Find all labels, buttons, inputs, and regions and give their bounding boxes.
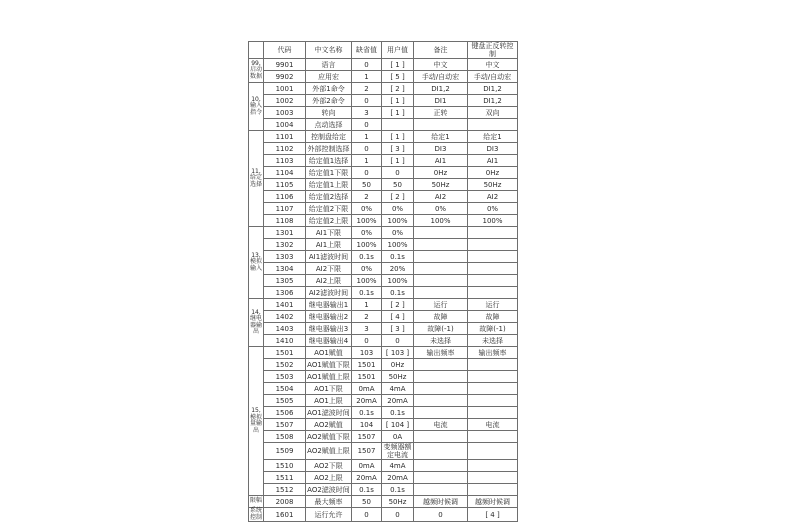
user-cell: 0%	[382, 227, 414, 239]
code-cell: 1306	[264, 287, 306, 299]
remark-cell	[414, 443, 468, 460]
name-cell: AI1上限	[306, 239, 352, 251]
user-cell: 0	[382, 508, 414, 522]
param-row	[249, 167, 518, 179]
remark-cell: 故障(-1)	[414, 323, 468, 335]
param-row	[249, 371, 518, 383]
remark-cell: 给定1	[414, 131, 468, 143]
name-cell: AO1下限	[306, 383, 352, 395]
name-cell: 给定值2选择	[306, 191, 352, 203]
user-cell: 20mA	[382, 395, 414, 407]
kb-remark-cell	[468, 407, 518, 419]
column-header: 中文名称	[306, 42, 352, 59]
param-row	[249, 71, 518, 83]
remark-cell	[414, 371, 468, 383]
default-cell: 0	[352, 59, 382, 71]
name-cell: 继电器输出1	[306, 299, 352, 311]
param-row	[249, 227, 518, 239]
group-label: 13, 模拟 输入	[249, 227, 264, 299]
remark-cell	[414, 275, 468, 287]
remark-cell: 0Hz	[414, 167, 468, 179]
kb-remark-cell	[468, 371, 518, 383]
remark-cell	[414, 431, 468, 443]
param-row	[249, 496, 518, 508]
code-cell: 9902	[264, 71, 306, 83]
kb-remark-cell	[468, 460, 518, 472]
code-cell: 1510	[264, 460, 306, 472]
user-cell: [ 5 ]	[382, 71, 414, 83]
name-cell: AI2上限	[306, 275, 352, 287]
code-cell: 1304	[264, 263, 306, 275]
name-cell: 控制盘给定	[306, 131, 352, 143]
param-row	[249, 131, 518, 143]
name-cell: AO2赋值下限	[307, 432, 350, 441]
default-cell: 1501	[352, 371, 382, 383]
default-cell: 50	[352, 496, 382, 508]
code-cell: 1303	[264, 251, 306, 263]
default-cell: 0mA	[352, 460, 382, 472]
code-cell: 1107	[264, 203, 306, 215]
kb-remark-cell: [ 4 ]	[468, 508, 518, 522]
remark-cell: DI1	[414, 95, 468, 107]
user-cell: 50Hz	[382, 371, 414, 383]
kb-remark-cell: AI1	[468, 155, 518, 167]
user-cell: 0.1s	[382, 287, 414, 299]
param-row	[249, 191, 518, 203]
kb-remark-cell	[468, 263, 518, 275]
param-row	[249, 83, 518, 95]
remark-cell: 0%	[414, 203, 468, 215]
remark-cell	[414, 251, 468, 263]
remark-cell	[414, 383, 468, 395]
kb-remark-cell	[468, 431, 518, 443]
default-cell: 103	[352, 347, 382, 359]
kb-remark-cell: DI1,2	[468, 83, 518, 95]
user-cell: 变频器额定电流	[383, 443, 412, 459]
user-cell: [ 2 ]	[382, 83, 414, 95]
name-cell: AO1赋值上限	[307, 372, 350, 381]
param-row	[249, 251, 518, 263]
param-row	[249, 119, 518, 131]
code-cell: 1502	[264, 359, 306, 371]
param-row	[249, 263, 518, 275]
kb-remark-cell	[468, 443, 518, 460]
default-cell: 1501	[352, 359, 382, 371]
kb-remark-cell	[468, 472, 518, 484]
code-cell: 1004	[264, 119, 306, 131]
kb-remark-cell	[468, 227, 518, 239]
name-cell: 继电器输出3	[306, 323, 352, 335]
name-cell: 给定值1上限	[306, 179, 352, 191]
user-cell: 0	[382, 167, 414, 179]
group-label: 11, 给定 选择	[249, 131, 264, 227]
name-cell: 给定值1下限	[306, 167, 352, 179]
name-cell: 给定值1选择	[306, 155, 352, 167]
user-cell: [ 2 ]	[382, 299, 414, 311]
param-row	[249, 203, 518, 215]
name-cell: AI1下限	[306, 227, 352, 239]
param-row	[249, 311, 518, 323]
default-cell: 1	[352, 71, 382, 83]
code-cell: 1410	[264, 335, 306, 347]
code-cell: 1505	[264, 395, 306, 407]
code-cell: 1108	[264, 215, 306, 227]
remark-cell: 运行	[414, 299, 468, 311]
name-cell: 外部1命令	[306, 83, 352, 95]
default-cell: 2	[352, 311, 382, 323]
remark-cell: AI2	[414, 191, 468, 203]
name-cell: AO2滤波时间	[307, 485, 350, 494]
param-row	[249, 107, 518, 119]
kb-remark-cell	[468, 251, 518, 263]
code-cell: 1002	[264, 95, 306, 107]
code-cell: 1503	[264, 371, 306, 383]
code-cell: 1101	[264, 131, 306, 143]
user-cell: 0Hz	[382, 359, 414, 371]
default-cell: 0.1s	[352, 407, 382, 419]
remark-cell: 50Hz	[414, 179, 468, 191]
param-group	[249, 299, 518, 347]
user-cell: 100%	[382, 215, 414, 227]
code-cell: 1103	[264, 155, 306, 167]
kb-remark-cell: 0Hz	[468, 167, 518, 179]
name-cell: AO1赋值下限	[307, 360, 350, 369]
param-row	[249, 275, 518, 287]
default-cell: 0.1s	[352, 251, 382, 263]
remark-cell	[414, 395, 468, 407]
remark-cell	[414, 263, 468, 275]
name-cell: 点动选择	[306, 119, 352, 131]
default-cell: 0	[352, 143, 382, 155]
param-row	[249, 335, 518, 347]
user-cell: 100%	[382, 239, 414, 251]
kb-remark-cell	[468, 484, 518, 496]
user-cell: [ 104 ]	[382, 419, 414, 431]
name-cell: AO2下限	[306, 460, 352, 472]
name-cell: 继电器输出2	[306, 311, 352, 323]
remark-cell	[414, 227, 468, 239]
code-cell: 1305	[264, 275, 306, 287]
name-cell: AO1赋值	[306, 347, 352, 359]
user-cell: 50	[382, 179, 414, 191]
remark-cell: 电流	[414, 419, 468, 431]
kb-remark-cell: 给定1	[468, 131, 518, 143]
remark-cell: 输出频率	[414, 347, 468, 359]
param-row	[249, 59, 518, 71]
code-cell: 1506	[264, 407, 306, 419]
code-cell: 1403	[264, 323, 306, 335]
code-cell: 1507	[264, 419, 306, 431]
group-label: 15, 模拟 量输 出	[249, 347, 264, 496]
user-cell: 100%	[382, 275, 414, 287]
remark-cell	[414, 407, 468, 419]
remark-cell: DI3	[414, 143, 468, 155]
param-row	[249, 299, 518, 311]
name-cell: AI1滤波时间	[306, 251, 352, 263]
default-cell: 2	[352, 191, 382, 203]
param-row	[249, 472, 518, 484]
user-cell: 0.1s	[382, 407, 414, 419]
param-row	[249, 179, 518, 191]
default-cell: 104	[352, 419, 382, 431]
user-cell: 0%	[382, 203, 414, 215]
group-label: 10, 输入 指令	[249, 83, 264, 131]
name-cell: AO2赋值上限	[306, 443, 352, 460]
kb-remark-cell	[468, 287, 518, 299]
param-row	[249, 359, 518, 371]
user-cell: 50Hz	[382, 496, 414, 508]
user-cell: 20mA	[382, 472, 414, 484]
code-cell: 1302	[264, 239, 306, 251]
default-cell: 0	[352, 508, 382, 522]
code-cell: 1301	[264, 227, 306, 239]
default-cell: 100%	[352, 239, 382, 251]
code-cell: 1501	[264, 347, 306, 359]
default-cell: 1507	[352, 431, 382, 443]
kb-remark-cell	[468, 275, 518, 287]
kb-remark-cell	[468, 395, 518, 407]
default-cell: 0%	[352, 203, 382, 215]
default-cell: 0%	[352, 263, 382, 275]
remark-cell: 手动/自动宏	[414, 71, 468, 83]
param-row	[249, 95, 518, 107]
kb-remark-cell	[468, 239, 518, 251]
code-cell: 9901	[264, 59, 306, 71]
kb-remark-cell: 手动/自动宏	[468, 71, 518, 83]
remark-cell: 正转	[414, 107, 468, 119]
param-row	[249, 215, 518, 227]
param-row	[249, 323, 518, 335]
name-cell: 给定值2上限	[306, 215, 352, 227]
name-cell: AO2赋值	[306, 419, 352, 431]
remark-cell: 中文	[414, 59, 468, 71]
kb-remark-cell: 电流	[468, 419, 518, 431]
name-cell: AI2下限	[306, 263, 352, 275]
parameter-table	[248, 41, 518, 522]
user-cell: [ 103 ]	[382, 347, 414, 359]
default-cell: 0mA	[352, 383, 382, 395]
code-cell: 1102	[264, 143, 306, 155]
param-group	[249, 496, 518, 508]
kb-remark-cell	[468, 383, 518, 395]
param-group	[249, 83, 518, 131]
param-group	[249, 508, 518, 522]
param-group	[249, 227, 518, 299]
kb-remark-cell: DI1,2	[468, 95, 518, 107]
name-cell: 最大频率	[306, 496, 352, 508]
column-header: 代码	[264, 42, 306, 59]
remark-cell	[414, 460, 468, 472]
remark-cell: 越频时候调	[414, 496, 468, 508]
default-cell: 100%	[352, 275, 382, 287]
remark-cell: 故障	[414, 311, 468, 323]
default-cell: 100%	[352, 215, 382, 227]
user-cell: 0	[382, 335, 414, 347]
name-cell: 外部2命令	[306, 95, 352, 107]
remark-cell: 0	[414, 508, 468, 522]
remark-cell: AI1	[414, 155, 468, 167]
kb-remark-cell	[468, 119, 518, 131]
group-column-header	[249, 42, 264, 59]
group-label: 99, 启动 数据	[249, 59, 264, 83]
param-row	[249, 484, 518, 496]
param-row	[249, 143, 518, 155]
group-label: 系统 控制	[249, 507, 262, 521]
user-cell: [ 4 ]	[382, 311, 414, 323]
param-row	[249, 383, 518, 395]
default-cell: 2	[352, 83, 382, 95]
user-cell: [ 1 ]	[382, 131, 414, 143]
kb-remark-cell: 运行	[468, 299, 518, 311]
default-cell: 0	[352, 119, 382, 131]
name-cell: AI2滤波时间	[306, 287, 352, 299]
code-cell: 1106	[264, 191, 306, 203]
code-cell: 2008	[264, 496, 306, 508]
default-cell: 1	[352, 131, 382, 143]
remark-cell	[414, 484, 468, 496]
user-cell: 4mA	[382, 460, 414, 472]
default-cell: 50	[352, 179, 382, 191]
user-cell: 0.1s	[382, 251, 414, 263]
kb-remark-cell: 0%	[468, 203, 518, 215]
param-row	[249, 347, 518, 359]
remark-cell: 未选择	[414, 335, 468, 347]
user-cell: 0A	[382, 431, 414, 443]
name-cell: 语言	[306, 59, 352, 71]
name-cell: 外部控制选择	[307, 144, 350, 153]
user-cell: [ 3 ]	[382, 143, 414, 155]
param-row	[249, 460, 518, 472]
code-cell: 1401	[264, 299, 306, 311]
default-cell: 1	[352, 155, 382, 167]
code-cell: 1105	[264, 179, 306, 191]
code-cell: 1504	[264, 383, 306, 395]
param-row	[249, 419, 518, 431]
param-row	[249, 155, 518, 167]
name-cell: 继电器输出4	[306, 335, 352, 347]
group-label: 限幅	[249, 496, 264, 508]
code-cell: 1104	[264, 167, 306, 179]
param-group	[249, 347, 518, 496]
param-row	[249, 443, 518, 460]
remark-cell: 100%	[414, 215, 468, 227]
default-cell: 3	[352, 107, 382, 119]
user-cell: 0.1s	[382, 484, 414, 496]
default-cell: 0.1s	[352, 484, 382, 496]
param-row	[249, 407, 518, 419]
code-cell: 1508	[264, 431, 306, 443]
remark-cell	[414, 287, 468, 299]
kb-remark-cell: 未选择	[468, 335, 518, 347]
default-cell: 20mA	[352, 472, 382, 484]
default-cell: 0	[352, 167, 382, 179]
name-cell: 运行允许	[306, 508, 352, 522]
user-cell: 4mA	[382, 383, 414, 395]
remark-cell	[414, 472, 468, 484]
code-cell: 1003	[264, 107, 306, 119]
code-cell: 1511	[264, 472, 306, 484]
user-cell: [ 1 ]	[382, 107, 414, 119]
code-cell: 1601	[264, 508, 306, 522]
header-row	[249, 42, 518, 59]
default-cell: 1507	[352, 443, 382, 460]
table-header	[249, 42, 518, 59]
param-row	[249, 239, 518, 251]
kb-remark-cell: 100%	[468, 215, 518, 227]
column-header: 键盘正反转控制	[468, 42, 518, 59]
default-cell: 0	[352, 95, 382, 107]
code-cell: 1402	[264, 311, 306, 323]
default-cell: 0.1s	[352, 287, 382, 299]
kb-remark-cell: 中文	[468, 59, 518, 71]
group-label: 14, 继电 器输 出	[249, 299, 264, 347]
user-cell: [ 2 ]	[382, 191, 414, 203]
param-row	[249, 395, 518, 407]
default-cell: 1	[352, 299, 382, 311]
column-header: 用户值	[382, 42, 414, 59]
kb-remark-cell	[468, 359, 518, 371]
kb-remark-cell: AI2	[468, 191, 518, 203]
param-row	[249, 508, 518, 522]
default-cell: 0	[352, 335, 382, 347]
kb-remark-cell: 50Hz	[468, 179, 518, 191]
user-cell: [ 1 ]	[382, 59, 414, 71]
name-cell: 转向	[306, 107, 352, 119]
remark-cell	[414, 239, 468, 251]
kb-remark-cell: 越频时候调	[468, 496, 518, 508]
user-cell: [ 1 ]	[382, 95, 414, 107]
kb-remark-cell: 输出频率	[468, 347, 518, 359]
name-cell: 给定值2下限	[306, 203, 352, 215]
name-cell: AO1滤波时间	[307, 408, 350, 417]
kb-remark-cell: DI3	[468, 143, 518, 155]
param-row	[249, 287, 518, 299]
default-cell: 3	[352, 323, 382, 335]
column-header: 备注	[414, 42, 468, 59]
user-cell: [ 1 ]	[382, 155, 414, 167]
user-cell: [ 3 ]	[382, 323, 414, 335]
default-cell: 0%	[352, 227, 382, 239]
user-cell: 20%	[382, 263, 414, 275]
code-cell: 1509	[264, 443, 306, 460]
remark-cell	[414, 359, 468, 371]
code-cell: 1512	[264, 484, 306, 496]
column-header: 缺省值	[352, 42, 382, 59]
param-group	[249, 131, 518, 227]
code-cell: 1001	[264, 83, 306, 95]
kb-remark-cell: 双向	[468, 107, 518, 119]
remark-cell: DI1,2	[414, 83, 468, 95]
param-group	[249, 59, 518, 83]
kb-remark-cell: 故障(-1)	[468, 323, 518, 335]
name-cell: 应用宏	[306, 71, 352, 83]
name-cell: AO1上限	[306, 395, 352, 407]
kb-remark-cell: 故障	[468, 311, 518, 323]
remark-cell	[414, 119, 468, 131]
name-cell: AO2上限	[306, 472, 352, 484]
user-cell	[382, 119, 414, 131]
param-row	[249, 431, 518, 443]
default-cell: 20mA	[352, 395, 382, 407]
